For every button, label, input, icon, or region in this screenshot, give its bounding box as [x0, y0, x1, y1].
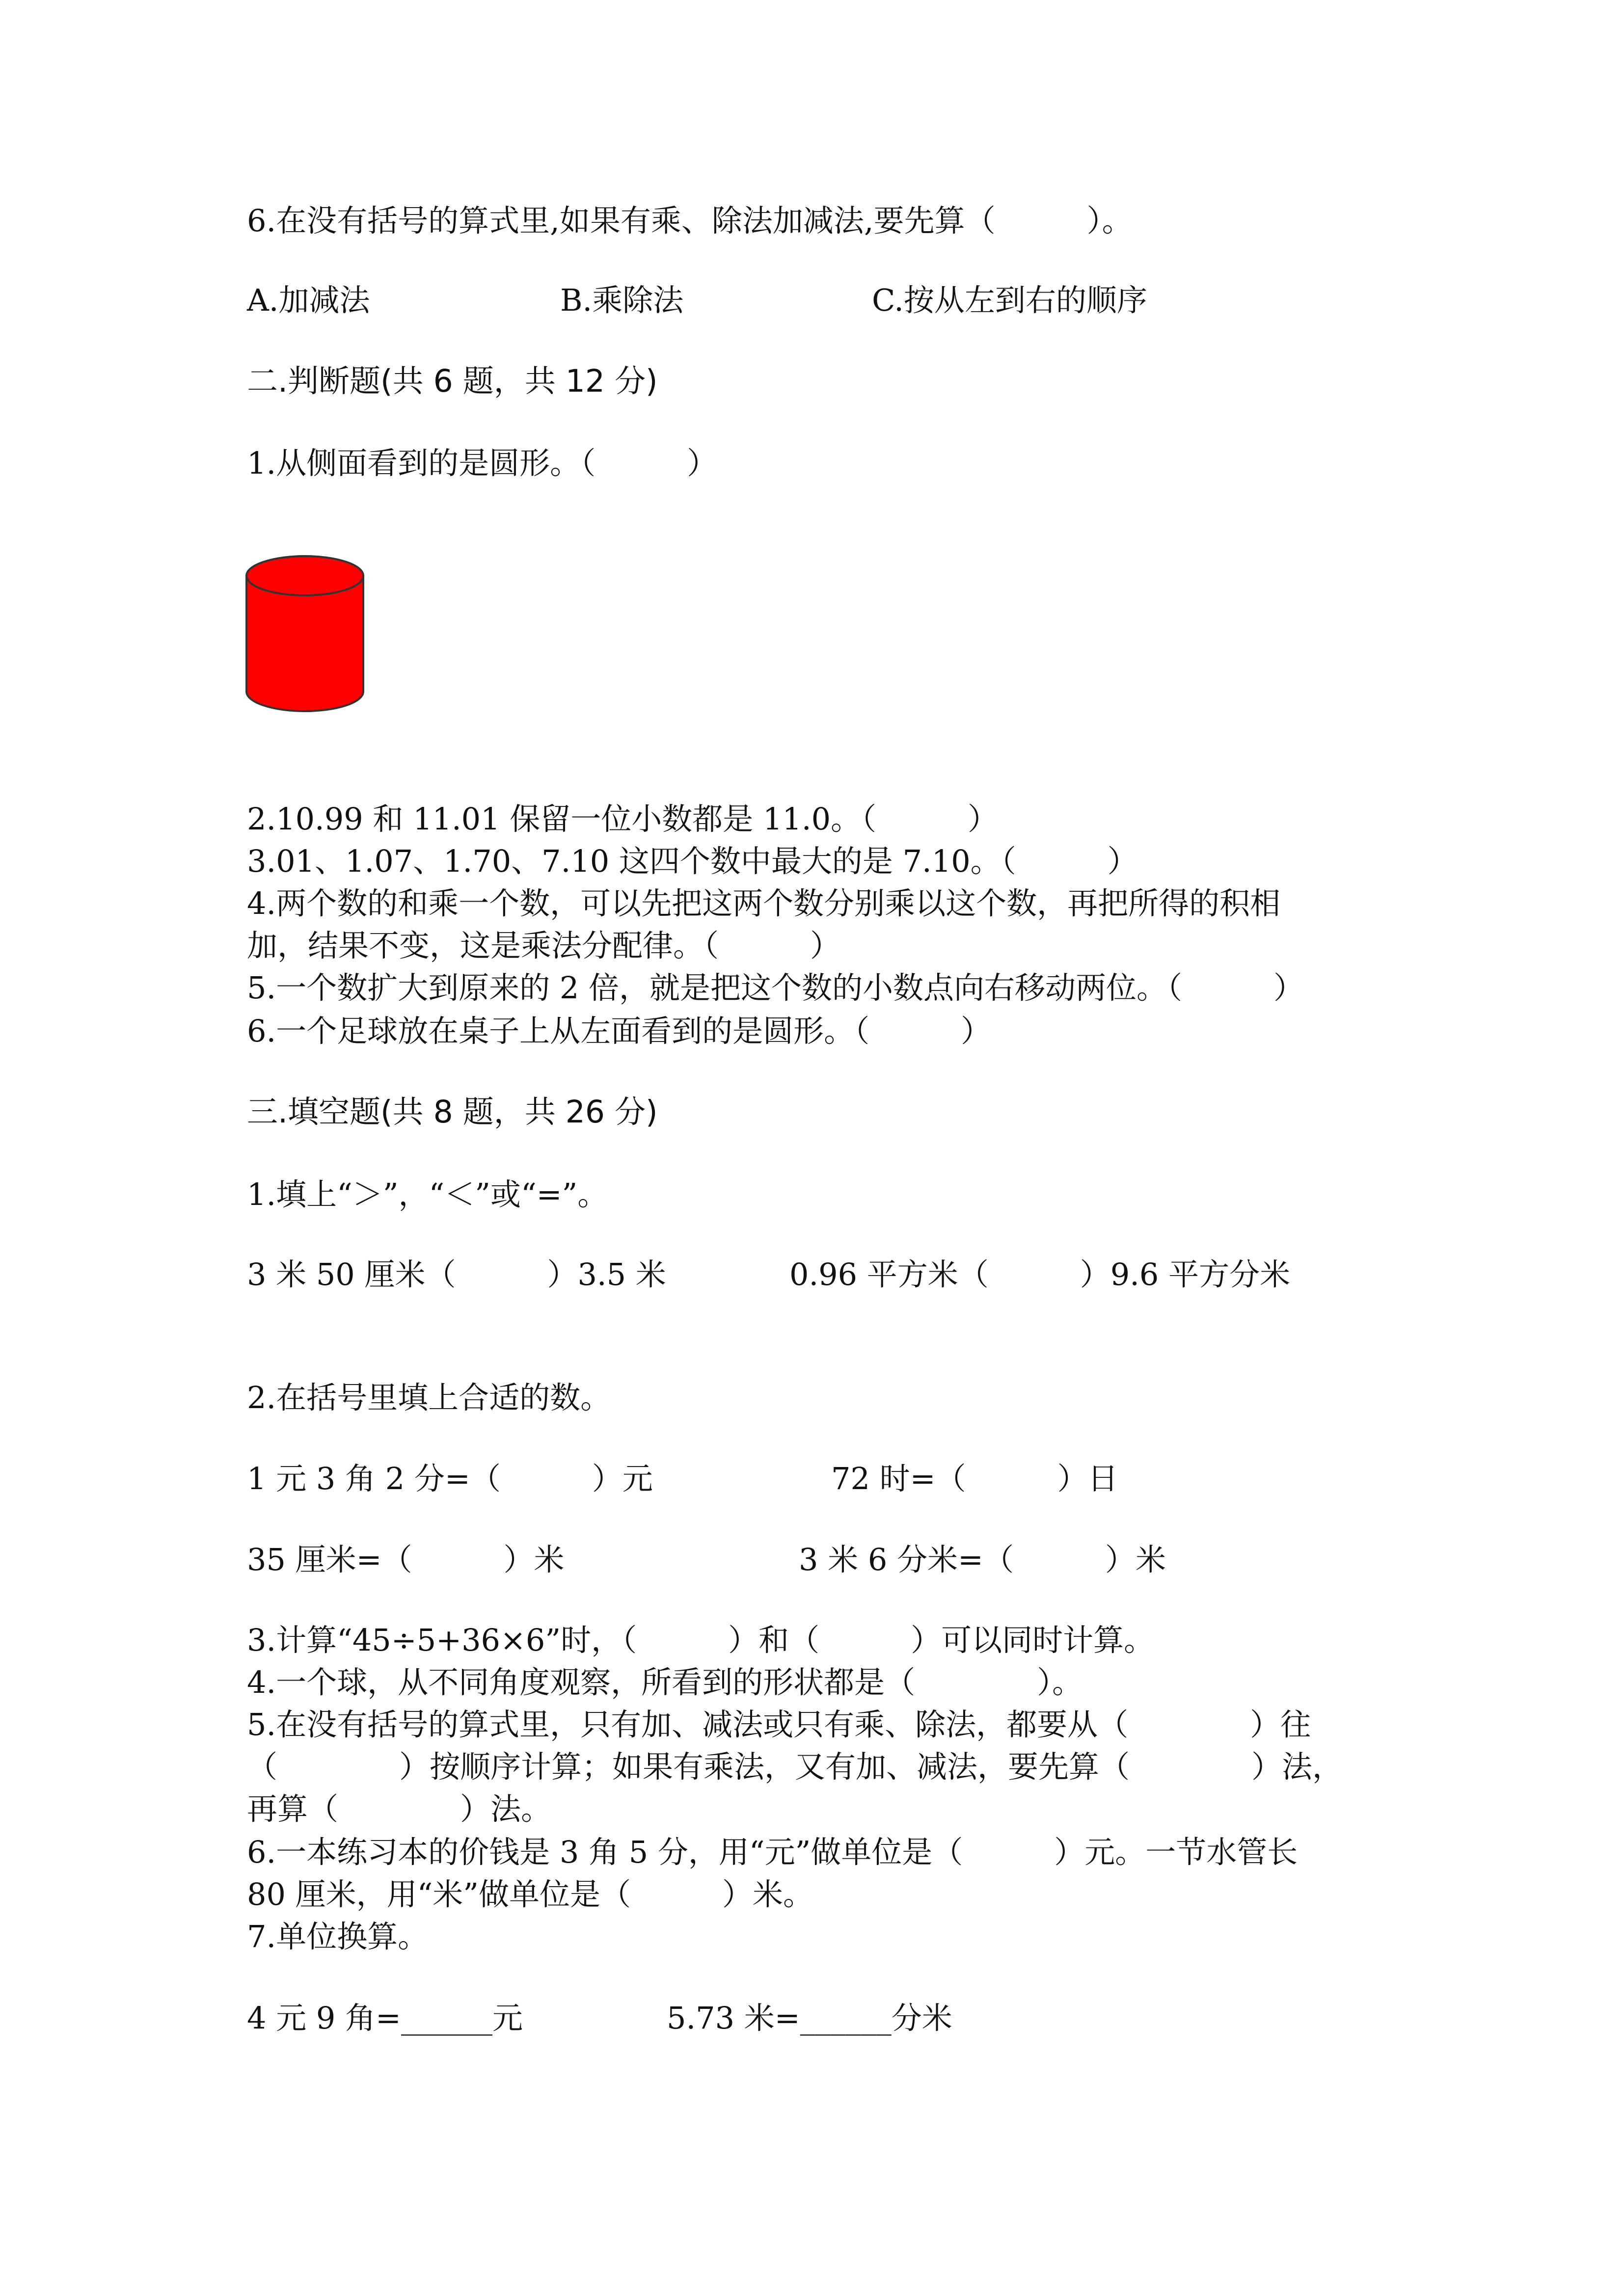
fill-question-6-line-1: 6.一本练习本的价钱是 3 角 5 分，用“元”做单位是（ ）元。一节水管长 [247, 1834, 1298, 1870]
choice-option-a: A.加减法 [247, 282, 370, 318]
fill-question-7-item-1: 4 元 9 角=______元 [247, 2000, 523, 2036]
fill-question-4: 4.一个球，从不同角度观察，所看到的形状都是（ ）。 [247, 1664, 1083, 1700]
fill-question-2-stem: 2.在括号里填上合适的数。 [247, 1380, 611, 1415]
fill-question-2-item-4: 3 米 6 分米=（ ）米 [799, 1542, 1166, 1577]
fill-question-1-item-1: 3 米 50 厘米（ ）3.5 米 [247, 1256, 666, 1292]
choice-option-c: C.按从左到右的顺序 [872, 282, 1147, 318]
section-heading-judgement: 二.判断题(共 6 题，共 12 分) [247, 363, 658, 399]
fill-question-2-item-1: 1 元 3 角 2 分=（ ）元 [247, 1461, 653, 1496]
fill-question-2-item-3: 35 厘米=（ ）米 [247, 1542, 565, 1577]
judgement-question-2: 2.10.99 和 11.01 保留一位小数都是 11.0。（ ） [247, 801, 999, 837]
fill-question-5-line-1: 5.在没有括号的算式里，只有加、减法或只有乘、除法，都要从（ ）往 [247, 1707, 1311, 1742]
fill-question-5-line-3: 再算（ ）法。 [247, 1791, 552, 1827]
red-cylinder-figure [244, 552, 365, 717]
fill-question-6-line-2: 80 厘米，用“米”做单位是（ ）米。 [247, 1876, 813, 1912]
fill-question-1-item-2: 0.96 平方米（ ）9.6 平方分米 [789, 1256, 1291, 1292]
judgement-question-4-line-2: 加，结果不变，这是乘法分配律。（ ） [247, 928, 841, 963]
judgement-question-4-line-1: 4.两个数的和乘一个数，可以先把这两个数分别乘以这个数，再把所得的积相 [247, 885, 1281, 921]
judgement-question-5: 5.一个数扩大到原来的 2 倍，就是把这个数的小数点向右移动两位。（ ） [247, 970, 1304, 1006]
choice-option-b: B.乘除法 [560, 282, 684, 318]
judgement-question-3: 3.01、1.07、1.70、7.10 这四个数中最大的是 7.10。（ ） [247, 843, 1138, 879]
fill-question-3: 3.计算“45÷5+36×6”时，（ ）和（ ）可以同时计算。 [247, 1622, 1155, 1658]
fill-question-7-stem: 7.单位换算。 [247, 1919, 429, 1954]
fill-question-1-stem: 1.填上“＞”，“＜”或“=”。 [247, 1176, 608, 1212]
judgement-question-6: 6.一个足球放在桌子上从左面看到的是圆形。（ ） [247, 1013, 992, 1049]
judgement-question-1: 1.从侧面看到的是圆形。（ ） [247, 445, 718, 481]
section-heading-fill-blank: 三.填空题(共 8 题，共 26 分) [247, 1094, 658, 1130]
choice-question-6-stem: 6.在没有括号的算式里,如果有乘、除法加减法,要先算（ ）。 [247, 203, 1133, 239]
fill-question-7-item-2: 5.73 米=______分米 [667, 2000, 952, 2036]
fill-question-5-line-2: （ ）按顺序计算；如果有乘法，又有加、减法，要先算（ ）法， [247, 1749, 1343, 1785]
fill-question-2-item-2: 72 时=（ ）日 [831, 1461, 1118, 1496]
